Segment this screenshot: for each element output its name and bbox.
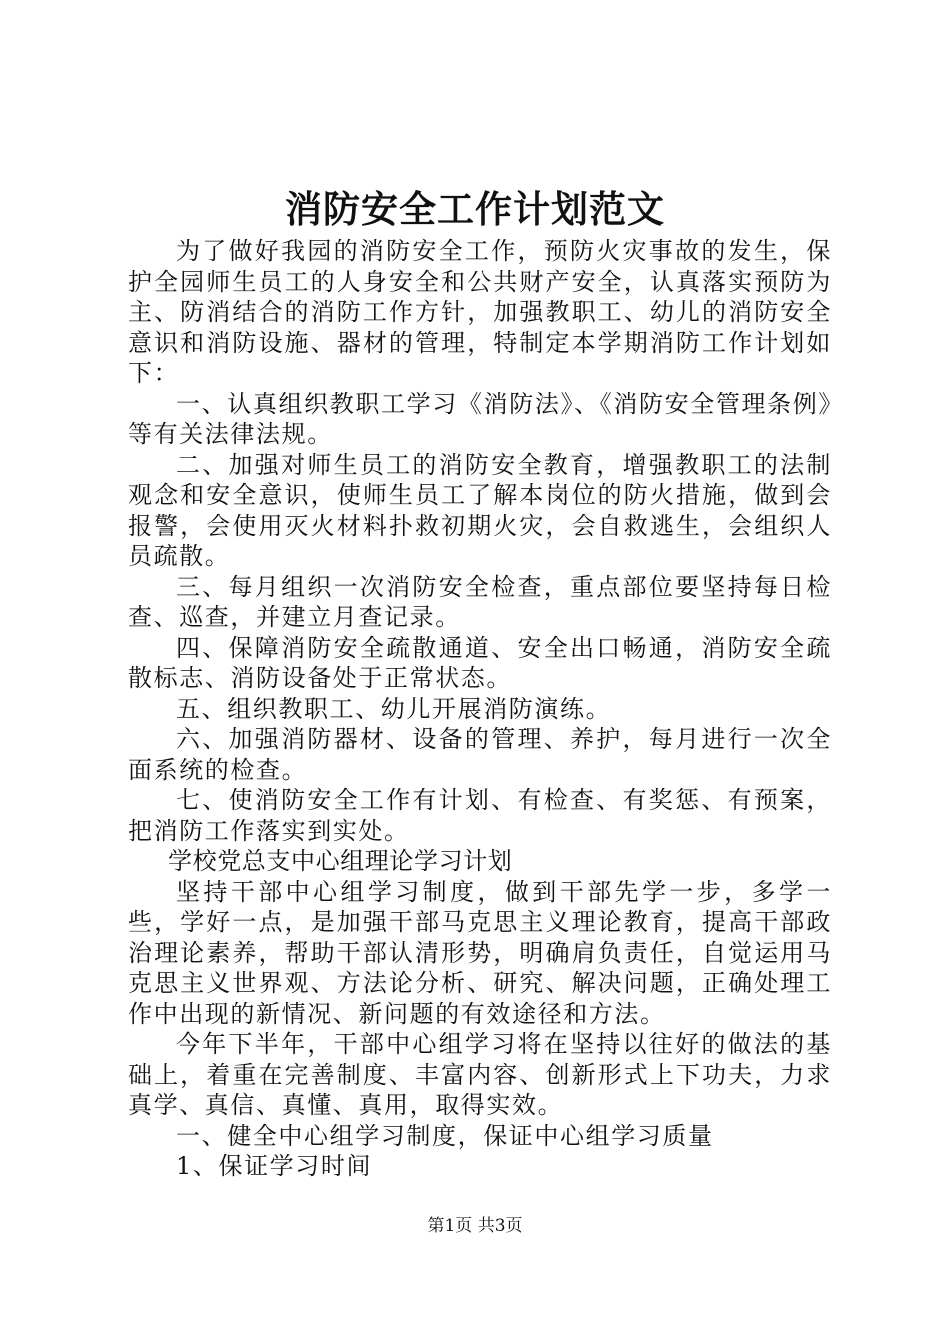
document-title: 消防安全工作计划范文 <box>285 187 665 231</box>
paragraph-item-5: 五、组织教职工、幼儿开展消防演练。 <box>176 694 612 723</box>
paragraph-study-plan: 今年下半年，干部中心组学习将在坚持以往好的做法的基础上，着重在完善制度、丰富内容、创新形式上下功夫，力求真学、真信、真懂、真用，取得实效。 <box>128 1030 832 1119</box>
document-body <box>128 236 832 1182</box>
paragraph-study-intro: 坚持干部中心组学习制度，做到干部先学一步，多学一些，学好一点，是加强干部马克思主义理论教育，提高干部政治理论素养，帮助干部认清形势，明确肩负责任，自觉运用马克思主义世界观、方法论分析、研究、解决问题，正确处理工作中出现的新情况、新问题的有效途径和方法。 <box>128 877 832 1028</box>
paragraph-item-4: 四、保障消防安全疏散通道、安全出口畅通，消防安全疏散标志、消防设备处于正常状态。 <box>128 633 832 692</box>
paragraph-study-item-1: 一、健全中心组学习制度，保证中心组学习质量 <box>176 1121 714 1150</box>
paragraph-item-7: 七、使消防安全工作有计划、有检查、有奖惩、有预案，把消防工作落实到实处。 <box>128 786 832 845</box>
page-footer: 第1页 共3页 <box>427 1216 523 1236</box>
paragraph-intro: 为了做好我园的消防安全工作，预防火灾事故的发生，保护全园师生员工的人身安全和公共财产安全，认真落实预防为主、防消结合的消防工作方针，加强教职工、幼儿的消防安全意识和消防设施、器材的管理，特制定本学期消防工作计划如下： <box>128 237 832 387</box>
paragraph-item-3: 三、每月组织一次消防安全检查，重点部位要坚持每日检查、巡查，并建立月查记录。 <box>128 572 832 631</box>
paragraph-item-2: 二、加强对师生员工的消防安全教育，增强教职工的法制观念和安全意识，使师生员工了解本岗位的防火措施，做到会报警，会使用灭火材料扑救初期火灾，会自救逃生，会组织人员疏散。 <box>128 450 832 570</box>
paragraph-item-6: 六、加强消防器材、设备的管理、养护，每月进行一次全面系统的检查。 <box>128 725 832 784</box>
paragraph-study-subitem-1: 1、保证学习时间 <box>176 1152 373 1180</box>
section-heading: 学校党总支中心组理论学习计划 <box>168 847 513 875</box>
paragraph-item-1: 一、认真组织教职工学习《消防法》、《消防安全管理条例》等有关法律法规。 <box>128 389 832 448</box>
